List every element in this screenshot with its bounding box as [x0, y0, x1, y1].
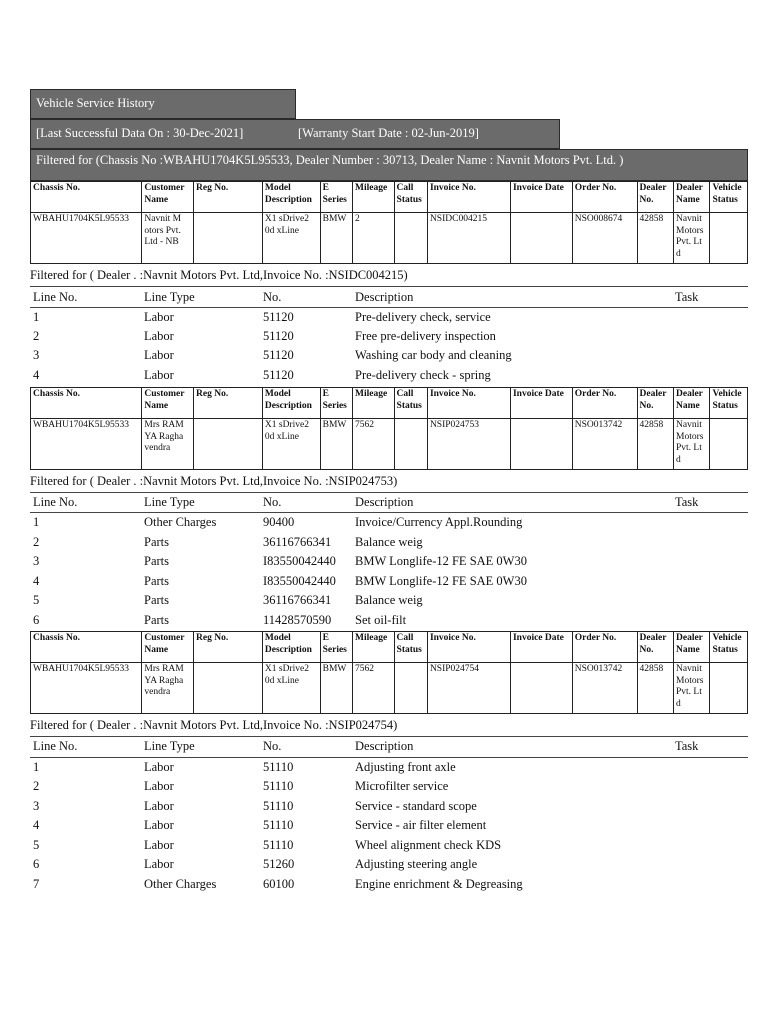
line-header-row	[30, 737, 748, 756]
line-description: Balance weig	[355, 535, 423, 549]
line-no: 1	[33, 310, 40, 324]
vehicle-row	[31, 663, 748, 714]
cell-dealer-name: Navnit Motors Pvt. Lt d	[674, 663, 710, 714]
cell-invoice-date	[510, 663, 572, 714]
col-chassis-no: Chassis No.	[31, 632, 142, 663]
col-model-description: Model Description	[262, 182, 320, 213]
col-invoice-no: Invoice No.	[427, 182, 510, 213]
line-type: Other Charges	[144, 515, 217, 529]
line-type: Parts	[144, 593, 169, 607]
line-description: Engine enrichment & Degreasing	[355, 877, 523, 891]
line-description: Balance weig	[355, 593, 423, 607]
cell-invoice-no: NSIDC004215	[427, 213, 510, 264]
col-vehicle-status: Vehicle Status	[710, 632, 748, 663]
col-dealer-no: Dealer No.	[637, 388, 673, 419]
line-description: Wheel alignment check KDS	[355, 838, 502, 852]
col-e-series: E Series	[320, 182, 352, 213]
invoice-filter-text: Filtered for ( Dealer . :Navnit Motors Pvt. Ltd,Invoice No. :NSIP024753)	[30, 474, 398, 488]
line-no: 6	[33, 857, 40, 871]
col-no: No.	[263, 495, 282, 509]
col-order-no: Order No.	[572, 632, 637, 663]
line-row	[30, 572, 748, 591]
cell-chassis-no: WBAHU1704K5L95533	[31, 419, 142, 470]
line-header-row	[30, 288, 748, 307]
invoice-filter-text: Filtered for ( Dealer . :Navnit Motors Pvt. Ltd,Invoice No. :NSIP024754)	[30, 718, 398, 732]
line-item-no: 51120	[263, 348, 294, 362]
last-data-date: [Last Successful Data On : 30-Dec-2021]	[36, 126, 244, 140]
line-type: Parts	[144, 535, 169, 549]
line-row	[30, 855, 748, 874]
col-reg-no: Reg No.	[194, 182, 263, 213]
line-type: Parts	[144, 613, 169, 627]
cell-vehicle-status	[710, 663, 748, 714]
cell-model-description: X1 sDrive2 0d xLine	[262, 663, 320, 714]
cell-mileage: 7562	[353, 663, 395, 714]
cell-dealer-no: 42858	[637, 419, 673, 470]
cell-invoice-date	[510, 419, 572, 470]
vehicle-row	[31, 419, 748, 470]
line-row	[30, 366, 748, 385]
cell-call-status	[394, 213, 427, 264]
line-row	[30, 346, 748, 365]
line-row	[30, 797, 748, 816]
line-row	[30, 816, 748, 835]
divider	[30, 286, 748, 287]
line-type: Parts	[144, 554, 169, 568]
line-header-row	[30, 493, 748, 512]
col-customer-name: Customer Name	[142, 632, 194, 663]
col-model-description: Model Description	[262, 632, 320, 663]
line-no: 2	[33, 329, 40, 343]
line-row	[30, 513, 748, 532]
col-mileage: Mileage	[353, 182, 395, 213]
col-reg-no: Reg No.	[194, 388, 263, 419]
line-description: BMW Longlife-12 FE SAE 0W30	[355, 554, 527, 568]
cell-vehicle-status	[710, 213, 748, 264]
line-item-no: 11428570590	[263, 613, 332, 627]
col-no: No.	[263, 739, 282, 753]
col-invoice-date: Invoice Date	[510, 632, 572, 663]
vehicle-header-table-1	[30, 181, 748, 264]
line-item-no: 60100	[263, 877, 295, 891]
line-row	[30, 875, 748, 894]
line-description: Free pre-delivery inspection	[355, 329, 496, 343]
cell-reg-no	[194, 213, 263, 264]
col-invoice-no: Invoice No.	[427, 632, 510, 663]
warranty-start-date: [Warranty Start Date : 02-Jun-2019]	[298, 126, 479, 140]
line-no: 5	[33, 593, 40, 607]
cell-mileage: 7562	[353, 419, 395, 470]
line-description: Service - air filter element	[355, 818, 487, 832]
cell-vehicle-status	[710, 419, 748, 470]
col-dealer-no: Dealer No.	[637, 182, 673, 213]
col-dealer-name: Dealer Name	[674, 632, 710, 663]
col-e-series: E Series	[320, 388, 352, 419]
col-vehicle-status: Vehicle Status	[710, 388, 748, 419]
cell-order-no: NSO013742	[572, 419, 637, 470]
line-row	[30, 611, 748, 630]
line-no: 4	[33, 818, 40, 832]
line-no: 1	[33, 515, 40, 529]
line-no: 6	[33, 613, 40, 627]
line-row	[30, 777, 748, 796]
cell-call-status	[394, 419, 427, 470]
line-item-no: 51110	[263, 799, 294, 813]
cell-chassis-no: WBAHU1704K5L95533	[31, 663, 142, 714]
line-type: Labor	[144, 310, 174, 324]
line-type: Labor	[144, 368, 174, 382]
cell-reg-no	[194, 419, 263, 470]
col-line-no: Line No.	[33, 739, 78, 753]
line-type: Labor	[144, 760, 174, 774]
cell-customer-name: Mrs RAM YA Ragha vendra	[142, 419, 194, 470]
col-description: Description	[355, 495, 414, 509]
cell-call-status	[394, 663, 427, 714]
cell-e-series: BMW	[320, 213, 352, 264]
line-item-no: 51120	[263, 329, 294, 343]
col-call-status: Call Status	[394, 632, 427, 663]
line-type: Parts	[144, 574, 169, 588]
col-line-type: Line Type	[144, 495, 195, 509]
col-invoice-date: Invoice Date	[510, 182, 572, 213]
line-item-no: I83550042440	[263, 554, 336, 568]
line-no: 2	[33, 779, 40, 793]
line-description: Invoice/Currency Appl.Rounding	[355, 515, 523, 529]
cell-model-description: X1 sDrive2 0d xLine	[262, 419, 320, 470]
line-item-no: 51260	[263, 857, 295, 871]
filter-text: Filtered for (Chassis No :WBAHU1704K5L95533, Dealer Number : 30713, Dealer Name : Navnit Motors Pvt. Ltd. )	[36, 153, 624, 167]
col-line-type: Line Type	[144, 739, 195, 753]
col-description: Description	[355, 739, 414, 753]
report-title: Vehicle Service History	[36, 96, 155, 110]
line-row	[30, 758, 748, 777]
cell-mileage: 2	[353, 213, 395, 264]
line-item-no: 36116766341	[263, 593, 332, 607]
line-description: Microfilter service	[355, 779, 449, 793]
col-order-no: Order No.	[572, 388, 637, 419]
line-item-no: I83550042440	[263, 574, 336, 588]
line-row	[30, 836, 748, 855]
col-call-status: Call Status	[394, 182, 427, 213]
col-e-series: E Series	[320, 632, 352, 663]
vehicle-header-row	[31, 632, 748, 663]
vehicle-row	[31, 213, 748, 264]
line-item-no: 51110	[263, 779, 294, 793]
cell-customer-name: Mrs RAM YA Ragha vendra	[142, 663, 194, 714]
cell-order-no: NSO008674	[572, 213, 637, 264]
vehicle-table	[30, 181, 748, 264]
col-model-description: Model Description	[262, 388, 320, 419]
line-type: Labor	[144, 779, 174, 793]
line-item-no: 36116766341	[263, 535, 332, 549]
col-mileage: Mileage	[353, 388, 395, 419]
col-line-type: Line Type	[144, 290, 195, 304]
cell-e-series: BMW	[320, 419, 352, 470]
line-description: Set oil-filt	[355, 613, 407, 627]
cell-dealer-name: Navnit Motors Pvt. Lt d	[674, 213, 710, 264]
vehicle-header-table-2	[30, 387, 748, 470]
line-type: Labor	[144, 857, 174, 871]
col-line-no: Line No.	[33, 290, 78, 304]
cell-chassis-no: WBAHU1704K5L95533	[31, 213, 142, 264]
line-item-no: 51120	[263, 368, 294, 382]
line-row	[30, 591, 748, 610]
cell-invoice-date	[510, 213, 572, 264]
col-task: Task	[675, 290, 699, 304]
cell-dealer-name: Navnit Motors Pvt. Lt d	[674, 419, 710, 470]
line-type: Labor	[144, 818, 174, 832]
cell-invoice-no: NSIP024753	[427, 419, 510, 470]
line-row	[30, 327, 748, 346]
vehicle-header-table-3	[30, 631, 748, 714]
vehicle-header-row	[31, 182, 748, 213]
line-type: Labor	[144, 799, 174, 813]
line-row	[30, 552, 748, 571]
report-title-bar	[30, 89, 296, 119]
cell-invoice-no: NSIP024754	[427, 663, 510, 714]
line-no: 3	[33, 554, 40, 568]
col-dealer-no: Dealer No.	[637, 632, 673, 663]
line-description: BMW Longlife-12 FE SAE 0W30	[355, 574, 527, 588]
line-no: 5	[33, 838, 40, 852]
line-description: Adjusting front axle	[355, 760, 456, 774]
cell-dealer-no: 42858	[637, 663, 673, 714]
cell-dealer-no: 42858	[637, 213, 673, 264]
line-description: Service - standard scope	[355, 799, 477, 813]
cell-e-series: BMW	[320, 663, 352, 714]
line-row	[30, 308, 748, 327]
col-chassis-no: Chassis No.	[31, 182, 142, 213]
col-line-no: Line No.	[33, 495, 78, 509]
line-item-no: 51110	[263, 760, 294, 774]
data-info-bar	[30, 119, 560, 149]
line-description: Pre-delivery check, service	[355, 310, 491, 324]
col-mileage: Mileage	[353, 632, 395, 663]
vehicle-header-row	[31, 388, 748, 419]
vehicle-table	[30, 387, 748, 470]
line-type: Labor	[144, 329, 174, 343]
line-no: 4	[33, 574, 40, 588]
line-no: 1	[33, 760, 40, 774]
line-type: Labor	[144, 838, 174, 852]
line-type: Labor	[144, 348, 174, 362]
col-task: Task	[675, 739, 699, 753]
col-order-no: Order No.	[572, 182, 637, 213]
line-no: 3	[33, 348, 40, 362]
col-reg-no: Reg No.	[194, 632, 263, 663]
col-description: Description	[355, 290, 414, 304]
col-task: Task	[675, 495, 699, 509]
line-item-no: 51120	[263, 310, 294, 324]
line-type: Other Charges	[144, 877, 217, 891]
line-no: 7	[33, 877, 40, 891]
line-description: Adjusting steering angle	[355, 857, 478, 871]
filter-bar	[30, 149, 748, 181]
cell-reg-no	[194, 663, 263, 714]
col-invoice-no: Invoice No.	[427, 388, 510, 419]
cell-model-description: X1 sDrive2 0d xLine	[262, 213, 320, 264]
line-row	[30, 533, 748, 552]
line-no: 3	[33, 799, 40, 813]
cell-customer-name: Navnit M otors Pvt. Ltd - NB	[142, 213, 194, 264]
line-item-no: 51110	[263, 818, 294, 832]
cell-order-no: NSO013742	[572, 663, 637, 714]
col-chassis-no: Chassis No.	[31, 388, 142, 419]
line-item-no: 90400	[263, 515, 295, 529]
col-dealer-name: Dealer Name	[674, 182, 710, 213]
col-invoice-date: Invoice Date	[510, 388, 572, 419]
line-description: Pre-delivery check - spring	[355, 368, 491, 382]
col-vehicle-status: Vehicle Status	[710, 182, 748, 213]
line-description: Washing car body and cleaning	[355, 348, 512, 362]
col-call-status: Call Status	[394, 388, 427, 419]
col-dealer-name: Dealer Name	[674, 388, 710, 419]
line-no: 4	[33, 368, 40, 382]
vehicle-table	[30, 631, 748, 714]
line-no: 2	[33, 535, 40, 549]
line-item-no: 51110	[263, 838, 294, 852]
col-customer-name: Customer Name	[142, 388, 194, 419]
col-no: No.	[263, 290, 282, 304]
col-customer-name: Customer Name	[142, 182, 194, 213]
invoice-filter-text: Filtered for ( Dealer . :Navnit Motors Pvt. Ltd,Invoice No. :NSIDC004215)	[30, 268, 408, 282]
